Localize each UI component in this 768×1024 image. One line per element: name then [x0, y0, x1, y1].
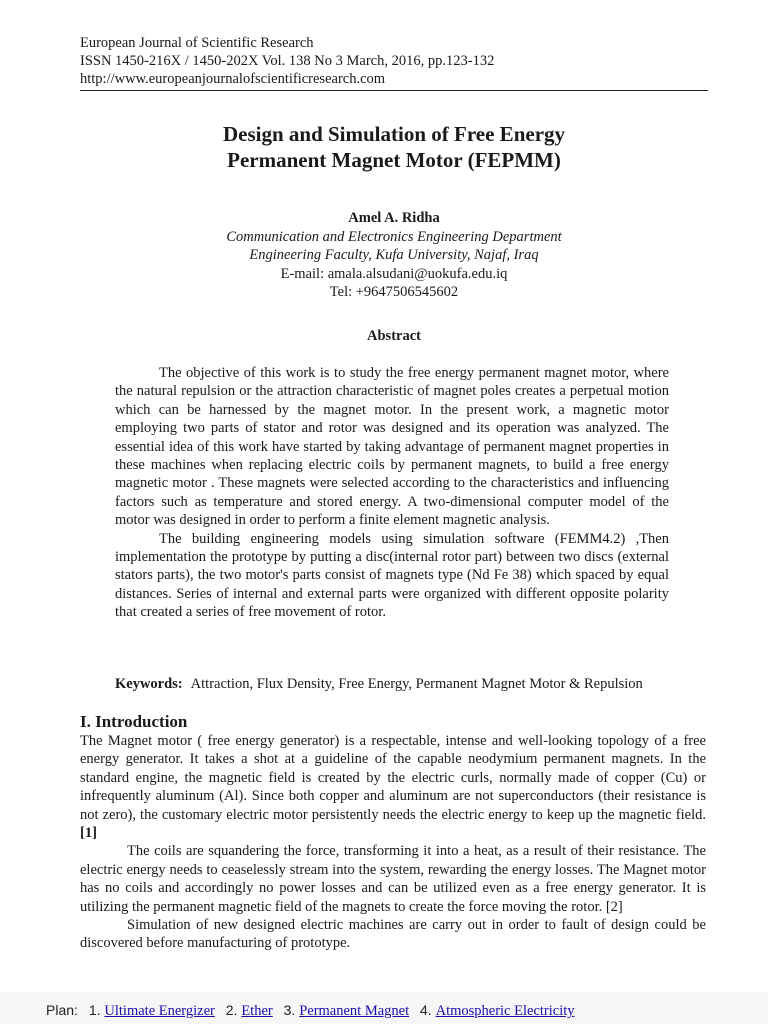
- section-heading-introduction: I. Introduction: [80, 712, 188, 731]
- keywords-text: Attraction, Flux Density, Free Energy, Permanent Magnet Motor & Repulsion: [190, 676, 643, 692]
- intro-paragraph-2: The coils are squandering the force, transforming it into a heat, as a result of their resistance. The electric energy needs to ceaselessly stream into the system, rewarding the energy losses. The Magnet motor has no coils and accordingly no power losses and can be utilized even as a free energy generator. It is utilizing the permanent magnetic field of the magnets to create the force moving the rotor. [2]: [80, 843, 706, 915]
- plan-link-ether[interactable]: Ether: [241, 1003, 273, 1019]
- abstract-body: [115, 364, 669, 622]
- plan-link-ultimate-energizer[interactable]: Ultimate Energizer: [104, 1003, 215, 1019]
- author-faculty: Engineering Faculty, Kufa University, Najaf, Iraq: [249, 247, 539, 263]
- plan-item-2-number: 2.: [225, 1002, 238, 1018]
- keywords-line: [115, 676, 695, 693]
- intro-paragraph-1-text: The Magnet motor ( free energy generator) is a respectable, intense and well-looking topology of a free energy generator. It takes a shot at a guideline of the capable neodymium permanent magnets. In the standard engine, the magnetic field is created by the electric curls, normally made of copper (Cu) or infrequently aluminum (Al). Since both copper and aluminum are not superconductors (their resistance is not zero), the customary electric motor persistently needs the electric energy to keep up the magnetic field.: [80, 733, 706, 823]
- plan-item-1-number: 1.: [88, 1002, 101, 1018]
- abstract-paragraph-1: The objective of this work is to study the free energy permanent magnet motor, where the natural repulsion or the attraction characteristic of magnet poles creates a perpetual motion which can be harnessed by the magnet motor. In the present work, a magnetic motor employing two parts of stator and rotor was designed and its operation was analyzed. The essential idea of this work have started by taking advantage of permanent magnet properties in these machines when replacing electric coils by permanent magnets, to build a free energy magnetic motor . These magnets were selected according to the characteristics and influencing factors such as temperature and stored energy. A two-dimensional computer model of the motor was designed in order to perform a finite element magnetic analysis.: [115, 365, 669, 529]
- author-department: Communication and Electronics Engineering Department: [226, 228, 562, 245]
- journal-issn: ISSN 1450-216X / 1450-202X Vol. 138 No 3 March, 2016, pp.123-132: [80, 53, 495, 69]
- author-email: E-mail: amala.alsudani@uokufa.edu.iq: [280, 265, 508, 282]
- plan-label: Plan:: [46, 1002, 78, 1018]
- author-block: [80, 209, 708, 302]
- paper-title: [80, 121, 708, 173]
- intro-paragraph-1: [80, 732, 706, 842]
- journal-name: European Journal of Scientific Research: [80, 35, 314, 51]
- header-divider: [80, 90, 708, 91]
- intro-paragraph-3: Simulation of new designed electric machines are carry out in order to fault of design could be discovered before manufacturing of prototype.: [80, 917, 706, 952]
- keywords-label: Keywords:: [115, 676, 183, 692]
- citation-ref-1: [1]: [80, 825, 97, 842]
- plan-list: [46, 1002, 575, 1020]
- author-name: Amel A. Ridha: [348, 210, 440, 226]
- title-line-1: Design and Simulation of Free Energy: [222, 122, 566, 146]
- introduction-body: [80, 732, 706, 953]
- journal-url: http://www.europeanjournalofscientificresearch.com: [80, 71, 386, 87]
- abstract-paragraph-2: The building engineering models using simulation software (FEMM4.2) ,Then implementation the prototype by putting a disc(internal rotor part) between two discs (external stators parts), the two motor's parts consist of magnets type (Nd Fe 38) which spaced by equal distances. Series of internal and external parts were organized with different opposite polarity that created a series of free movement of rotor.: [115, 530, 669, 621]
- plan-link-atmospheric-electricity[interactable]: Atmospheric Electricity: [435, 1003, 575, 1019]
- plan-item-4-number: 4.: [420, 1002, 432, 1018]
- title-line-2: Permanent Magnet Motor (FEPMM): [227, 148, 561, 172]
- journal-header: [80, 34, 494, 88]
- plan-link-permanent-magnet[interactable]: Permanent Magnet: [299, 1003, 410, 1019]
- author-phone: Tel: +9647506545602: [329, 284, 459, 300]
- abstract-heading: Abstract: [367, 328, 421, 344]
- plan-item-3-number: 3.: [283, 1002, 296, 1018]
- plan-bar: [0, 992, 768, 1024]
